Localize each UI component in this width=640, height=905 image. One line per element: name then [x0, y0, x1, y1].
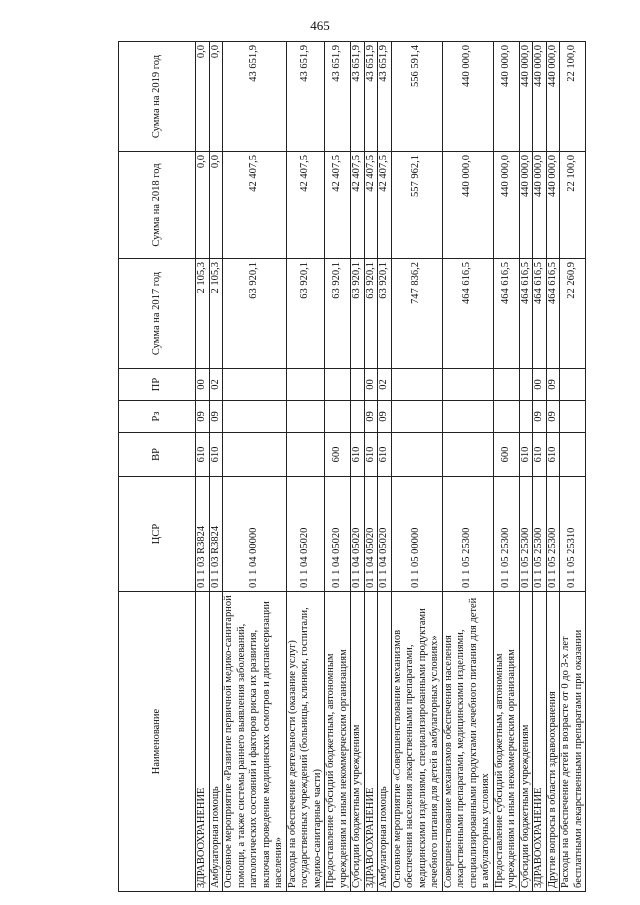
- cell-name: ЗДРАВООХРАНЕНИЕ: [196, 592, 210, 892]
- table-row: [442, 42, 493, 892]
- cell-pr: [286, 369, 325, 401]
- table-row: [391, 42, 442, 892]
- cell-sum-2019: 440 000,0: [519, 42, 533, 152]
- cell-sum-2019: 22 100,0: [560, 42, 586, 152]
- cell-sum-2017: 2 105,3: [196, 259, 210, 369]
- cell-vr: 610: [533, 433, 547, 477]
- cell-sum-2017: 464 616,5: [493, 259, 519, 369]
- cell-sum-2019: 43 651,9: [378, 42, 392, 152]
- table-row: [493, 42, 519, 892]
- cell-vr: [391, 433, 442, 477]
- cell-sum-2019: 43 651,9: [286, 42, 325, 152]
- cell-csr: 01 1 04 05020: [378, 477, 392, 592]
- cell-sum-2018: 0,0: [209, 152, 223, 259]
- cell-sum-2018: 42 407,5: [223, 152, 287, 259]
- cell-name: ЗДРАВООХРАНЕНИЕ: [533, 592, 547, 892]
- cell-rz: [325, 401, 351, 433]
- table-body: [196, 42, 586, 892]
- table-row: [325, 42, 351, 892]
- cell-vr: 600: [325, 433, 351, 477]
- cell-csr: 01 1 05 25300: [546, 477, 560, 592]
- cell-sum-2018: 22 100,0: [560, 152, 586, 259]
- table-row: [209, 42, 223, 892]
- cell-pr: [391, 369, 442, 401]
- header-sum-2017: Сумма на 2017 год: [119, 259, 196, 369]
- cell-sum-2017: 22 260,9: [560, 259, 586, 369]
- header-sum-2019: Сумма на 2019 год: [119, 42, 196, 152]
- cell-name: Амбулаторная помощь: [378, 592, 392, 892]
- header-pr: ПР: [119, 369, 196, 401]
- cell-vr: 610: [351, 433, 365, 477]
- cell-rz: [286, 401, 325, 433]
- cell-sum-2018: 42 407,5: [378, 152, 392, 259]
- table-row: [364, 42, 378, 892]
- cell-sum-2018: 42 407,5: [364, 152, 378, 259]
- table-row: [378, 42, 392, 892]
- cell-csr: 01 1 03 R3824: [196, 477, 210, 592]
- cell-pr: [560, 369, 586, 401]
- table-row: [560, 42, 586, 892]
- cell-vr: 610: [546, 433, 560, 477]
- cell-sum-2018: 440 000,0: [442, 152, 493, 259]
- table-row: [223, 42, 287, 892]
- cell-rz: 09: [533, 401, 547, 433]
- cell-vr: [442, 433, 493, 477]
- cell-pr: 00: [364, 369, 378, 401]
- cell-name: Субсидии бюджетным учреждениям: [351, 592, 365, 892]
- cell-sum-2017: 464 616,5: [533, 259, 547, 369]
- cell-sum-2017: 63 920,1: [378, 259, 392, 369]
- header-row: [119, 42, 196, 892]
- cell-sum-2019: 0,0: [209, 42, 223, 152]
- cell-sum-2018: 440 000,0: [546, 152, 560, 259]
- cell-name: Амбулаторная помощь: [209, 592, 223, 892]
- cell-csr: 01 1 04 05020: [325, 477, 351, 592]
- cell-pr: 02: [209, 369, 223, 401]
- budget-table-rotated: [118, 42, 584, 892]
- table-row: [196, 42, 210, 892]
- header-name: Наименование: [119, 592, 196, 892]
- cell-rz: 09: [364, 401, 378, 433]
- cell-sum-2017: 464 616,5: [519, 259, 533, 369]
- cell-sum-2018: 557 962,1: [391, 152, 442, 259]
- cell-vr: 610: [196, 433, 210, 477]
- cell-name: Расходы на обеспечение деятельности (оказание услуг) государственных учреждений (больницы, клиники, госпитали, медико-санитарные части): [286, 592, 325, 892]
- cell-pr: 00: [533, 369, 547, 401]
- header-csr: ЦСР: [119, 477, 196, 592]
- cell-name: ЗДРАВООХРАНЕНИЕ: [364, 592, 378, 892]
- cell-sum-2017: 63 920,1: [286, 259, 325, 369]
- cell-csr: 01 1 04 05020: [351, 477, 365, 592]
- cell-name: Основное мероприятие «Развитие первичной медико-санитарной помощи, а также системы раннего выявления заболеваний, патологических состояний и факторов риска их развития, включая проведение медицинских осмотров и диспансеризации населения»: [223, 592, 287, 892]
- cell-csr: 01 1 05 25300: [533, 477, 547, 592]
- cell-sum-2018: 42 407,5: [351, 152, 365, 259]
- cell-sum-2017: 747 836,2: [391, 259, 442, 369]
- cell-rz: 09: [196, 401, 210, 433]
- header-vr: ВР: [119, 433, 196, 477]
- cell-sum-2019: 556 591,4: [391, 42, 442, 152]
- cell-pr: [519, 369, 533, 401]
- cell-rz: 09: [546, 401, 560, 433]
- cell-sum-2019: 43 651,9: [325, 42, 351, 152]
- cell-sum-2019: 440 000,0: [533, 42, 547, 152]
- cell-pr: [493, 369, 519, 401]
- cell-sum-2017: 2 105,3: [209, 259, 223, 369]
- cell-sum-2018: 440 000,0: [533, 152, 547, 259]
- cell-csr: 01 1 05 25300: [442, 477, 493, 592]
- cell-pr: [442, 369, 493, 401]
- cell-sum-2017: 63 920,1: [351, 259, 365, 369]
- header-sum-2018: Сумма на 2018 год: [119, 152, 196, 259]
- cell-pr: 00: [196, 369, 210, 401]
- cell-vr: 610: [519, 433, 533, 477]
- cell-rz: [351, 401, 365, 433]
- cell-name: Расходы на обеспечение детей в возрасте от 0 до 3-х лет бесплатными лекарственными препаратами при оказании: [560, 592, 586, 892]
- cell-name: Предоставление субсидий бюджетным, автономным учреждениям и иным некоммерческим организациям: [325, 592, 351, 892]
- cell-sum-2018: 440 000,0: [519, 152, 533, 259]
- cell-rz: 09: [209, 401, 223, 433]
- cell-vr: 610: [378, 433, 392, 477]
- cell-sum-2017: 63 920,1: [364, 259, 378, 369]
- cell-name: Совершенствование механизмов обеспечения населения лекарственными препаратами, медицинскими изделиями, специализированными продуктами лечебного питания для детей в амбулаторных условиях: [442, 592, 493, 892]
- cell-csr: 01 1 05 00000: [391, 477, 442, 592]
- cell-csr: 01 1 05 25310: [560, 477, 586, 592]
- budget-table: [118, 41, 586, 892]
- cell-sum-2019: 43 651,9: [223, 42, 287, 152]
- table-row: [546, 42, 560, 892]
- cell-rz: [560, 401, 586, 433]
- cell-name: Субсидии бюджетным учреждениям: [519, 592, 533, 892]
- cell-name: Другие вопросы в области здравоохранения: [546, 592, 560, 892]
- page-number: 465: [310, 18, 330, 33]
- cell-rz: [493, 401, 519, 433]
- cell-rz: [391, 401, 442, 433]
- cell-sum-2019: 0,0: [196, 42, 210, 152]
- cell-vr: [223, 433, 287, 477]
- cell-csr: 01 1 05 25300: [493, 477, 519, 592]
- cell-sum-2018: 0,0: [196, 152, 210, 259]
- cell-name: Основное мероприятие «Совершенствование механизмов обеспечения населения лекарственными препаратами, медицинскими изделиями, специализированными продуктами лечебного питания для детей в амбулаторных условиях»: [391, 592, 442, 892]
- cell-sum-2017: 464 616,5: [546, 259, 560, 369]
- cell-sum-2019: 43 651,9: [364, 42, 378, 152]
- cell-csr: 01 1 04 05020: [286, 477, 325, 592]
- cell-sum-2019: 440 000,0: [493, 42, 519, 152]
- table-row: [286, 42, 325, 892]
- cell-sum-2019: 440 000,0: [442, 42, 493, 152]
- cell-sum-2018: 42 407,5: [286, 152, 325, 259]
- cell-csr: 01 1 04 00000: [223, 477, 287, 592]
- cell-sum-2017: 63 920,1: [223, 259, 287, 369]
- header-rz: Рз: [119, 401, 196, 433]
- cell-pr: 02: [378, 369, 392, 401]
- cell-csr: 01 1 03 R3824: [209, 477, 223, 592]
- table-row: [519, 42, 533, 892]
- cell-rz: [223, 401, 287, 433]
- cell-sum-2019: 440 000,0: [546, 42, 560, 152]
- cell-sum-2017: 464 616,5: [442, 259, 493, 369]
- cell-sum-2018: 440 000,0: [493, 152, 519, 259]
- table-row: [351, 42, 365, 892]
- cell-pr: [325, 369, 351, 401]
- cell-sum-2018: 42 407,5: [325, 152, 351, 259]
- cell-vr: [286, 433, 325, 477]
- cell-rz: [519, 401, 533, 433]
- cell-vr: [560, 433, 586, 477]
- cell-rz: [442, 401, 493, 433]
- cell-vr: 610: [364, 433, 378, 477]
- cell-pr: [223, 369, 287, 401]
- table-row: [533, 42, 547, 892]
- cell-sum-2019: 43 651,9: [351, 42, 365, 152]
- cell-pr: [351, 369, 365, 401]
- cell-sum-2017: 63 920,1: [325, 259, 351, 369]
- cell-vr: 610: [209, 433, 223, 477]
- cell-rz: 09: [378, 401, 392, 433]
- cell-name: Предоставление субсидий бюджетным, автономным учреждениям и иным некоммерческим организациям: [493, 592, 519, 892]
- cell-pr: 09: [546, 369, 560, 401]
- cell-vr: 600: [493, 433, 519, 477]
- cell-csr: 01 1 05 25300: [519, 477, 533, 592]
- cell-csr: 01 1 04 05020: [364, 477, 378, 592]
